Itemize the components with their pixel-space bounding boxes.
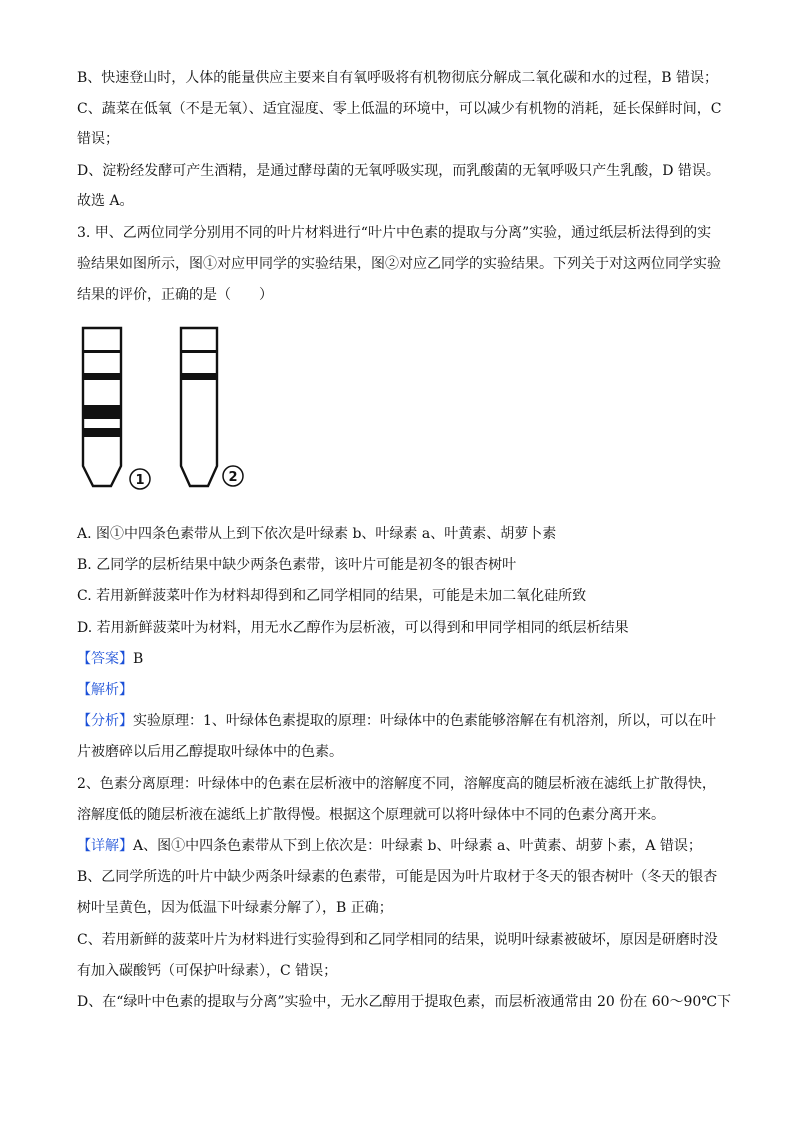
pigment-band <box>181 350 217 353</box>
xiangjie-line: C、若用新鲜的菠菜叶片为材料进行实验得到和乙同学相同的结果，说明叶绿素被破坏，原因是研磨时没 <box>77 932 718 948</box>
xiangjie-line: B、乙同学所选的叶片中缺少两条叶绿素的色素带，可能是因为叶片取材于冬天的银杏树叶（冬天的银杏 <box>77 869 718 885</box>
xiangjie-line: D、在“绿叶中色素的提取与分离”实验中，无水乙醇用于提取色素，而层析液通常由 20 份在 60～90℃下 <box>77 994 731 1010</box>
pigment-band <box>181 373 217 380</box>
xiangjie-text: A、图①中四条色素带从下到上依次是：叶绿素 b、叶绿素 a、叶黄素、胡萝卜素，A 错误； <box>133 838 702 854</box>
pigment-band <box>83 428 121 437</box>
xiangjie-line: 有加入碳酸钙（可保护叶绿素），C 错误； <box>77 963 338 979</box>
answer-tag: 【答案】 <box>77 651 133 667</box>
answer-line <box>77 649 737 669</box>
option-a: A. 图①中四条色素带从上到下依次是叶绿素 b、叶绿素 a、叶黄素、胡萝卜素 <box>77 526 557 542</box>
question-line: 3. 甲、乙两位同学分别用不同的叶片材料进行“叶片中色素的提取与分离”实验，通过纸层析法得到的实 <box>77 225 712 241</box>
analysis-tag: 【解析】 <box>77 682 133 698</box>
fenxi-line: 片被磨碎以后用乙醇提取叶绿体中的色素。 <box>77 744 343 760</box>
option-b: B. 乙同学的层析结果中缺少两条色素带，该叶片可能是初冬的银杏树叶 <box>77 557 517 573</box>
question-line: 结果的评价，正确的是（ ） <box>77 287 273 303</box>
answer-value: B <box>133 651 144 667</box>
xiangjie-line <box>77 836 737 856</box>
xiangjie-line: 树叶呈黄色，因为低温下叶绿素分解了），B 正确； <box>77 900 393 916</box>
pigment-band <box>83 373 121 380</box>
question-line: 验结果如图所示，图①对应甲同学的实验结果，图②对应乙同学的实验结果。下列关于对这两位同学实验 <box>77 256 721 272</box>
pigment-band <box>83 405 121 419</box>
text-line: D、淀粉经发酵可产生酒精，是通过酵母菌的无氧呼吸实现，而乳酸菌的无氧呼吸只产生乳酸，D 错误。 <box>77 163 720 179</box>
option-c: C. 若用新鲜菠菜叶作为材料却得到和乙同学相同的结果，可能是未加二氧化硅所致 <box>77 588 587 604</box>
fenxi-tag: 【分析】 <box>77 713 133 729</box>
chromatography-figure <box>78 318 258 493</box>
text-line: C、蔬菜在低氧（不是无氧）、适宜湿度、零上低温的环境中，可以减少有机物的消耗，延长保鲜时间，C <box>77 101 722 117</box>
option-d: D. 若用新鲜菠菜叶为材料，用无水乙醇作为层析液，可以得到和甲同学相同的纸层析结果 <box>77 620 629 636</box>
fenxi-line: 2、色素分离原理：叶绿体中的色素在层析液中的溶解度不同，溶解度高的随层析液在滤纸上扩散得快， <box>77 776 716 792</box>
circle-label-2-text: 2 <box>228 470 238 485</box>
chromatography-strips-drawing <box>78 318 258 493</box>
fenxi-line <box>77 711 737 731</box>
fenxi-text: 实验原理：1、叶绿体色素提取的原理：叶绿体中的色素能够溶解在有机溶剂，所以，可以在叶 <box>133 713 716 729</box>
pigment-band <box>83 350 121 353</box>
circle-label-1-text: 1 <box>135 473 145 488</box>
analysis-heading <box>77 680 737 700</box>
xiangjie-tag: 【详解】 <box>77 838 133 854</box>
text-line: B、快速登山时，人体的能量供应主要来自有氧呼吸将有机物彻底分解成二氧化碳和水的过程，B 错误； <box>77 70 719 86</box>
fenxi-line: 溶解度低的随层析液在滤纸上扩散得慢。根据这个原理就可以将叶绿体中不同的色素分离开来。 <box>77 807 665 823</box>
text-line: 故选 A。 <box>77 193 134 209</box>
text-line: 错误； <box>77 131 119 147</box>
